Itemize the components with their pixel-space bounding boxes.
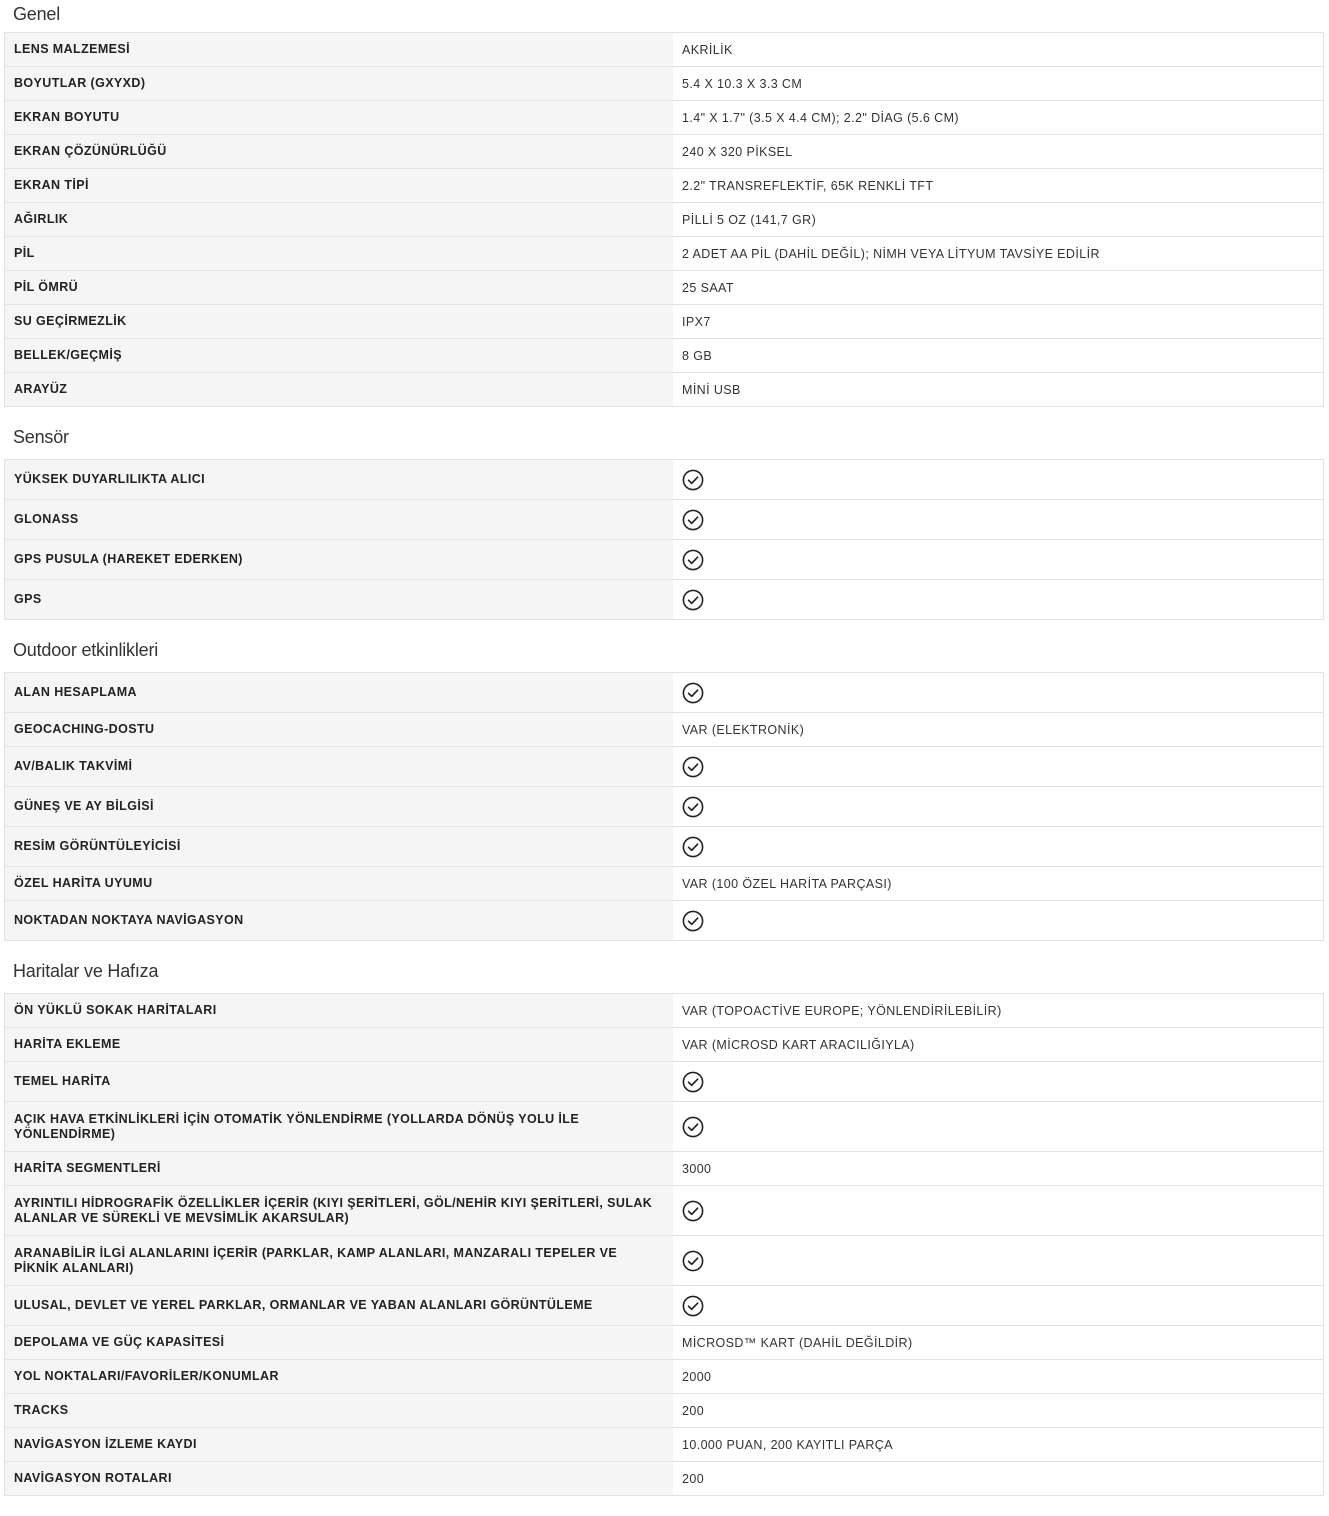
spec-value <box>673 1062 1324 1102</box>
spec-value <box>673 1186 1324 1236</box>
spec-value: 240 X 320 PİKSEL <box>673 135 1324 169</box>
spec-value: VAR (100 ÖZEL HARİTA PARÇASI) <box>673 867 1324 901</box>
check-circle-icon <box>682 1295 704 1317</box>
spec-label: TEMEL HARİTA <box>5 1062 674 1102</box>
spec-value <box>673 1102 1324 1152</box>
check-circle-icon <box>682 589 704 611</box>
spec-label: ALAN HESAPLAMA <box>5 673 674 713</box>
spec-row <box>5 747 1324 787</box>
spec-row <box>5 673 1324 713</box>
spec-value: MİNİ USB <box>673 373 1324 407</box>
spec-row <box>5 994 1324 1028</box>
spec-table <box>4 459 1324 620</box>
spec-label: SU GEÇİRMEZLİK <box>5 305 674 339</box>
spec-row <box>5 500 1324 540</box>
check-circle-icon <box>682 836 704 858</box>
check-circle-icon <box>682 756 704 778</box>
spec-value <box>673 580 1324 620</box>
spec-label: PİL ÖMRÜ <box>5 271 674 305</box>
section-title: Outdoor etkinlikleri <box>13 640 159 660</box>
spec-value <box>673 787 1324 827</box>
spec-value <box>673 500 1324 540</box>
spec-row <box>5 203 1324 237</box>
spec-label: NAVİGASYON İZLEME KAYDI <box>5 1428 674 1462</box>
spec-row <box>5 271 1324 305</box>
spec-row <box>5 67 1324 101</box>
spec-value: 2000 <box>673 1360 1324 1394</box>
check-circle-icon <box>682 910 704 932</box>
spec-label: EKRAN ÇÖZÜNÜRLÜĞÜ <box>5 135 674 169</box>
spec-value: VAR (TOPOACTİVE EUROPE; YÖNLENDİRİLEBİLİR) <box>673 994 1324 1028</box>
check-circle-icon <box>682 1250 704 1272</box>
spec-value: 8 GB <box>673 339 1324 373</box>
spec-value: 1.4" X 1.7" (3.5 X 4.4 CM); 2.2" DİAG (5.6 CM) <box>673 101 1324 135</box>
spec-row <box>5 867 1324 901</box>
check-circle-icon <box>682 549 704 571</box>
spec-row <box>5 33 1324 67</box>
check-circle-icon <box>682 796 704 818</box>
spec-row <box>5 540 1324 580</box>
spec-label: PİL <box>5 237 674 271</box>
spec-row <box>5 1394 1324 1428</box>
spec-label: GÜNEŞ VE AY BİLGİSİ <box>5 787 674 827</box>
check-circle-icon <box>682 469 704 491</box>
spec-label: GEOCACHING-DOSTU <box>5 713 674 747</box>
spec-label: GLONASS <box>5 500 674 540</box>
spec-label: EKRAN TİPİ <box>5 169 674 203</box>
spec-value: PİLLİ 5 OZ (141,7 GR) <box>673 203 1324 237</box>
spec-row <box>5 339 1324 373</box>
spec-value: 200 <box>673 1394 1324 1428</box>
spec-value: 2 ADET AA PİL (DAHİL DEĞİL); NİMH VEYA LİTYUM TAVSİYE EDİLİR <box>673 237 1324 271</box>
spec-label: ARAYÜZ <box>5 373 674 407</box>
spec-label: ARANABİLİR İLGİ ALANLARINI İÇERİR (PARKLAR, KAMP ALANLARI, MANZARALI TEPELER VE PİKNİK ALANLARI) <box>5 1236 674 1286</box>
spec-row <box>5 460 1324 500</box>
spec-row <box>5 787 1324 827</box>
spec-label: NAVİGASYON ROTALARI <box>5 1462 674 1496</box>
spec-label: GPS <box>5 580 674 620</box>
spec-table <box>4 672 1324 941</box>
spec-value: IPX7 <box>673 305 1324 339</box>
section-title: Sensör <box>13 427 69 447</box>
spec-value: AKRİLİK <box>673 33 1324 67</box>
spec-label: HARİTA SEGMENTLERİ <box>5 1152 674 1186</box>
spec-section-sens-r <box>4 407 1324 620</box>
spec-label: ÖZEL HARİTA UYUMU <box>5 867 674 901</box>
spec-label: EKRAN BOYUTU <box>5 101 674 135</box>
spec-label: BELLEK/GEÇMİŞ <box>5 339 674 373</box>
spec-value: MİCROSD™ KART (DAHİL DEĞİLDİR) <box>673 1326 1324 1360</box>
spec-row <box>5 901 1324 941</box>
spec-row <box>5 827 1324 867</box>
spec-value <box>673 1236 1324 1286</box>
spec-label: LENS MALZEMESİ <box>5 33 674 67</box>
spec-label: AV/BALIK TAKVİMİ <box>5 747 674 787</box>
spec-row <box>5 169 1324 203</box>
spec-table <box>4 993 1324 1496</box>
spec-row <box>5 1152 1324 1186</box>
spec-row <box>5 373 1324 407</box>
check-circle-icon <box>682 682 704 704</box>
spec-value: 200 <box>673 1462 1324 1496</box>
spec-label: BOYUTLAR (GXYXD) <box>5 67 674 101</box>
spec-value: VAR (ELEKTRONİK) <box>673 713 1324 747</box>
spec-value <box>673 901 1324 941</box>
spec-value: 5.4 X 10.3 X 3.3 CM <box>673 67 1324 101</box>
spec-row <box>5 1462 1324 1496</box>
section-title: Genel <box>13 4 61 24</box>
spec-label: YÜKSEK DUYARLILIKTA ALICI <box>5 460 674 500</box>
spec-row <box>5 1186 1324 1236</box>
spec-label: NOKTADAN NOKTAYA NAVİGASYON <box>5 901 674 941</box>
spec-row <box>5 1102 1324 1152</box>
spec-label: AYRINTILI HİDROGRAFİK ÖZELLİKLER İÇERİR (KIYI ŞERİTLERİ, GÖL/NEHİR KIYI ŞERİTLERİ, SULAK ALANLAR VE SÜREKLİ VE MEVSİMLİK AKARSULAR) <box>5 1186 674 1236</box>
spec-value: 25 SAAT <box>673 271 1324 305</box>
spec-row <box>5 1286 1324 1326</box>
spec-label: RESİM GÖRÜNTÜLEYİCİSİ <box>5 827 674 867</box>
spec-row <box>5 237 1324 271</box>
spec-row <box>5 1326 1324 1360</box>
spec-row <box>5 135 1324 169</box>
spec-row <box>5 1360 1324 1394</box>
spec-label: GPS PUSULA (HAREKET EDERKEN) <box>5 540 674 580</box>
spec-label: ULUSAL, DEVLET VE YEREL PARKLAR, ORMANLAR VE YABAN ALANLARI GÖRÜNTÜLEME <box>5 1286 674 1326</box>
spec-label: AĞIRLIK <box>5 203 674 237</box>
spec-row <box>5 305 1324 339</box>
spec-label: AÇIK HAVA ETKİNLİKLERİ İÇİN OTOMATİK YÖNLENDİRME (YOLLARDA DÖNÜŞ YOLU İLE YÖNLENDİRME) <box>5 1102 674 1152</box>
spec-value <box>673 673 1324 713</box>
spec-value: 3000 <box>673 1152 1324 1186</box>
check-circle-icon <box>682 1200 704 1222</box>
check-circle-icon <box>682 1071 704 1093</box>
spec-value: 10.000 PUAN, 200 KAYITLI PARÇA <box>673 1428 1324 1462</box>
spec-row <box>5 1028 1324 1062</box>
spec-section-outdoor-etkinlikleri <box>4 620 1324 941</box>
check-circle-icon <box>682 509 704 531</box>
spec-label: YOL NOKTALARI/FAVORİLER/KONUMLAR <box>5 1360 674 1394</box>
spec-value <box>673 827 1324 867</box>
spec-row <box>5 1062 1324 1102</box>
check-circle-icon <box>682 1116 704 1138</box>
spec-row <box>5 580 1324 620</box>
spec-row <box>5 101 1324 135</box>
spec-value: VAR (MİCROSD KART ARACILIĞIYLA) <box>673 1028 1324 1062</box>
spec-table <box>4 32 1324 407</box>
spec-value <box>673 747 1324 787</box>
spec-value <box>673 460 1324 500</box>
spec-value <box>673 1286 1324 1326</box>
spec-row <box>5 1236 1324 1286</box>
spec-row <box>5 713 1324 747</box>
spec-section-genel <box>4 0 1324 407</box>
spec-label: DEPOLAMA VE GÜÇ KAPASİTESİ <box>5 1326 674 1360</box>
spec-row <box>5 1428 1324 1462</box>
spec-label: TRACKS <box>5 1394 674 1428</box>
spec-label: HARİTA EKLEME <box>5 1028 674 1062</box>
spec-value: 2.2" TRANSREFLEKTİF, 65K RENKLİ TFT <box>673 169 1324 203</box>
spec-label: ÖN YÜKLÜ SOKAK HARİTALARI <box>5 994 674 1028</box>
spec-section-haritalar-ve-haf-za <box>4 941 1324 1496</box>
section-title: Haritalar ve Hafıza <box>13 961 159 981</box>
spec-value <box>673 540 1324 580</box>
